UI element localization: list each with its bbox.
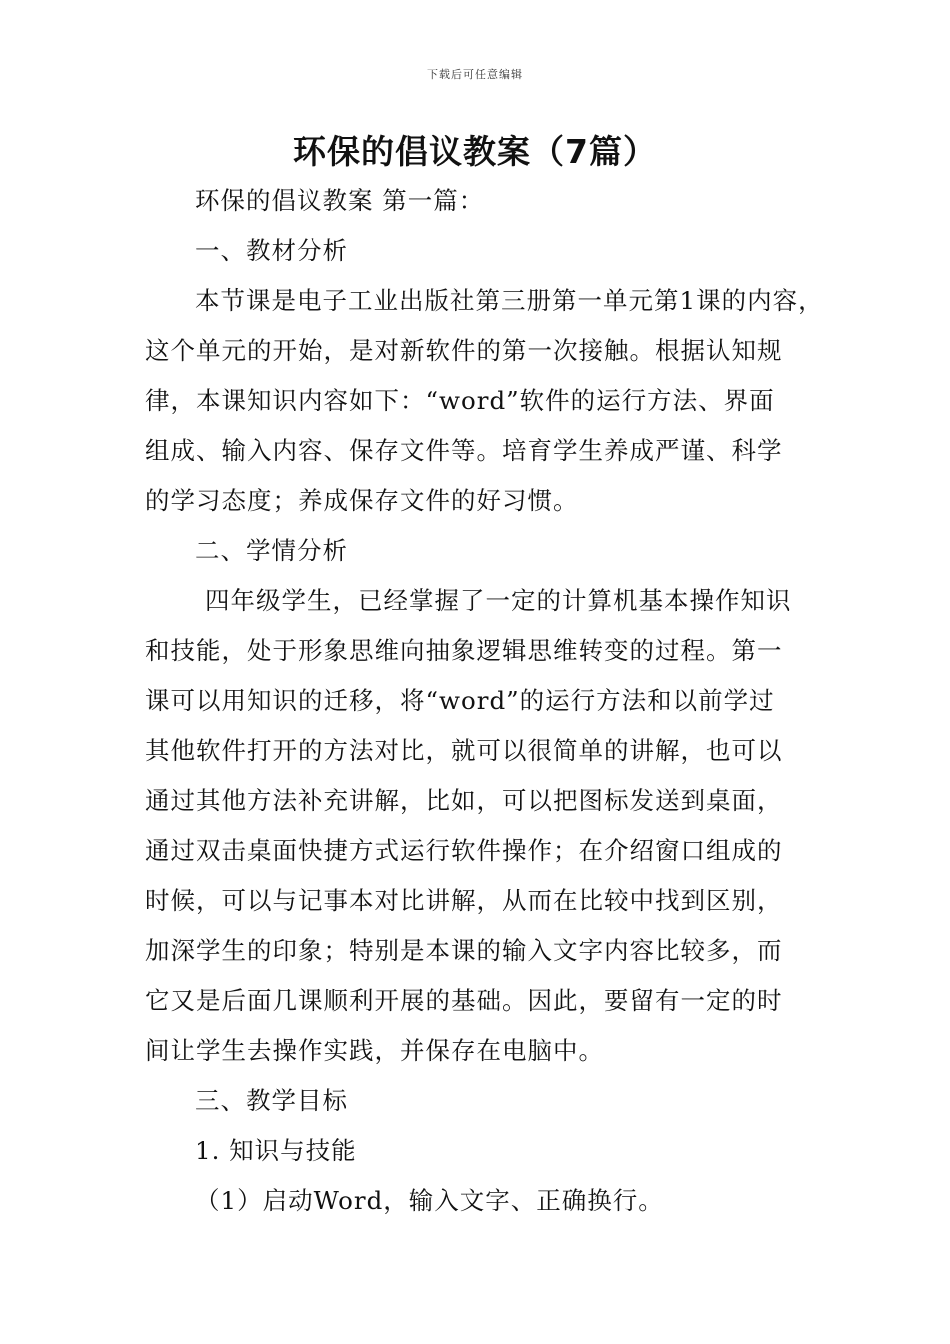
document-body — [145, 176, 825, 1226]
header-note: 下载后可任意编辑 — [427, 68, 523, 81]
paragraph-line: 律，本课知识内容如下：“word”软件的运行方法、界面 — [145, 386, 775, 415]
paragraph-line: 加深学生的印象；特别是本课的输入文字内容比较多，而 — [145, 936, 783, 965]
paragraph-line: 间让学生去操作实践，并保存在电脑中。 — [145, 1036, 604, 1065]
paragraph-line: 和技能，处于形象思维向抽象逻辑思维转变的过程。第一 — [145, 636, 783, 665]
paragraph-line: 通过其他方法补充讲解，比如，可以把图标发送到桌面， — [145, 786, 783, 815]
paragraph-line: 组成、输入内容、保存文件等。培育学生养成严谨、科学 — [145, 436, 783, 465]
paragraph-line: 课可以用知识的迁移，将“word”的运行方法和以前学过 — [145, 686, 775, 715]
section-heading-part-one: 环保的倡议教案 第一篇： — [195, 186, 485, 215]
paragraph-line: 通过双击桌面快捷方式运行软件操作；在介绍窗口组成的 — [145, 836, 783, 865]
document-title: 环保的倡议教案（7篇） — [293, 132, 657, 171]
subsection-heading-knowledge-skills: 1. 知识与技能 — [195, 1136, 357, 1165]
paragraph-line: 时候，可以与记事本对比讲解，从而在比较中找到区别， — [145, 886, 783, 915]
paragraph-line: 的学习态度；养成保存文件的好习惯。 — [145, 486, 579, 515]
section-heading-student-analysis: 二、学情分析 — [195, 536, 348, 565]
section-heading-teaching-goals: 三、教学目标 — [195, 1086, 348, 1115]
paragraph-line: 本节课是电子工业出版社第三册第一单元第1课的内容， — [195, 286, 824, 315]
paragraph-line: 它又是后面几课顺利开展的基础。因此，要留有一定的时 — [145, 986, 783, 1015]
paragraph-line: 这个单元的开始，是对新软件的第一次接触。根据认知规 — [145, 336, 783, 365]
section-heading-material-analysis: 一、教材分析 — [195, 236, 348, 265]
paragraph-line: 四年级学生，已经掌握了一定的计算机基本操作知识 — [205, 586, 792, 615]
paragraph-line: 其他软件打开的方法对比，就可以很简单的讲解，也可以 — [145, 736, 783, 765]
list-item: （1）启动Word，输入文字、正确换行。 — [195, 1186, 664, 1215]
